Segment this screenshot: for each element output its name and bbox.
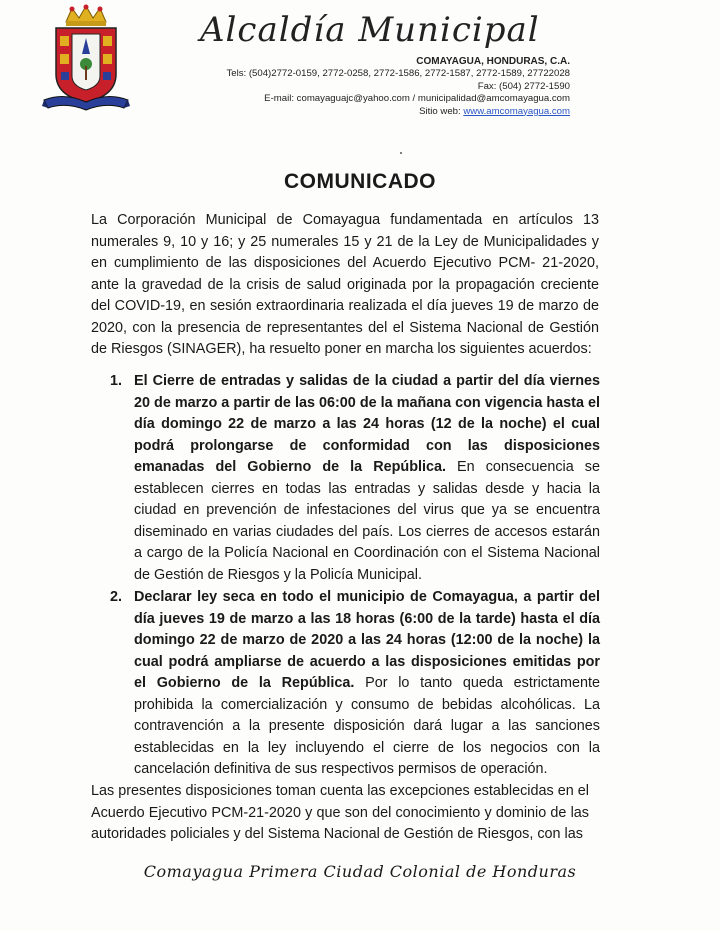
website-link[interactable]: www.amcomayagua.com — [463, 105, 570, 117]
intro-paragraph: La Corporación Municipal de Comayagua fundamentada en artículos 13 numerales 9, 10 y 16; y 25 numerales 15 y 21 de la Ley de Municipalidades y en cumplimiento de las disposiciones del Acuerdo Ejecutivo PCM- 21-2020, ante la gravedad de la crisis de salud originada por la propagación creciente del COVID-19, en sesión extraordinaria realizada el día jueves 19 de marzo de 2020, con la presencia de representantes del el Sistema Nacional de Gestión de Riesgos (SINAGER), ha resuelto poner en marcha los siguientes acuerdos: — [91, 212, 599, 357]
agreement-item — [110, 371, 600, 586]
phone-numbers: Tels: (504)2772-0159, 2772-0258, 2772-1586, 2772-1587, 2772-1589, 27722028 — [226, 68, 570, 80]
fax-number: Fax: (504) 2772-1590 — [477, 80, 570, 92]
item-bold-text: Declarar ley seca en todo el municipio de Comayagua, a partir del día jueves 19 de marzo a las 18 horas (6:00 de la tarde) hasta el día domingo 22 de marzo de 2020 a las 24 horas (12:00 de la noche) la cual podrá ampliarse de acuerdo a las disposiciones emitidas por el Gobierno de la República. — [134, 589, 600, 691]
item-bold-text: El Cierre de entradas y salidas de la ciudad a partir del día viernes 20 de marzo a partir de las 06:00 de la mañana con vigencia hasta el día domingo 22 de marzo a las 24 horas (12 de la noche) el cual podrá prolongarse de conformidad con las disposiciones emanadas del Gobierno de la República. — [134, 373, 600, 475]
document-heading: COMUNICADO — [284, 170, 436, 193]
contact-info — [170, 56, 570, 118]
item-normal-text: Por lo tanto queda estrictamente prohibida la comercialización y consumo de bebidas alcohólicas. La contravención a la presente disposición dará lugar a las sanciones establecidas en la ley incluyendo el cierre de los negocios con la cancelación definitiva de sus respectivos permisos de operación. — [134, 675, 600, 777]
item-normal-text: En consecuencia se establecen cierres en todas las entradas y salidas desde y hacia la ciudad en prevención de infestaciones del virus que ya se encuentra diseminado en varias ciudades del país. Los cierres de accesos estarán a cargo de la Policía Nacional en Coordinación con el Sistema Nacional de Gestión de Riesgos y la Policía Municipal. — [134, 459, 600, 583]
footer-motto: Comayagua Primera Ciudad Colonial de Honduras — [143, 862, 577, 881]
item-text — [134, 587, 600, 781]
website-line — [170, 106, 570, 118]
item-number: 2. — [110, 589, 123, 605]
closing-paragraph: Las presentes disposiciones toman cuenta las excepciones establecidas en el Acuerdo Ejecutivo PCM-21-2020 y que son del conocimiento y dominio de las autoridades policiales y del Sistema Nacional de Gestión de Riesgos, con las — [91, 783, 589, 842]
organization-location: COMAYAGUA, HONDURAS, C.A. — [416, 56, 570, 67]
website-label: Sitio web: — [419, 105, 464, 117]
municipal-crest-icon — [42, 4, 130, 118]
scan-mark — [400, 152, 402, 154]
email-addresses: E-mail: comayaguajc@yahoo.com / municipalidad@amcomayagua.com — [264, 93, 570, 105]
item-number: 1. — [110, 373, 123, 389]
page-title: Alcaldía Municipal — [200, 10, 540, 50]
agreement-item — [110, 587, 600, 781]
item-text — [134, 371, 600, 586]
